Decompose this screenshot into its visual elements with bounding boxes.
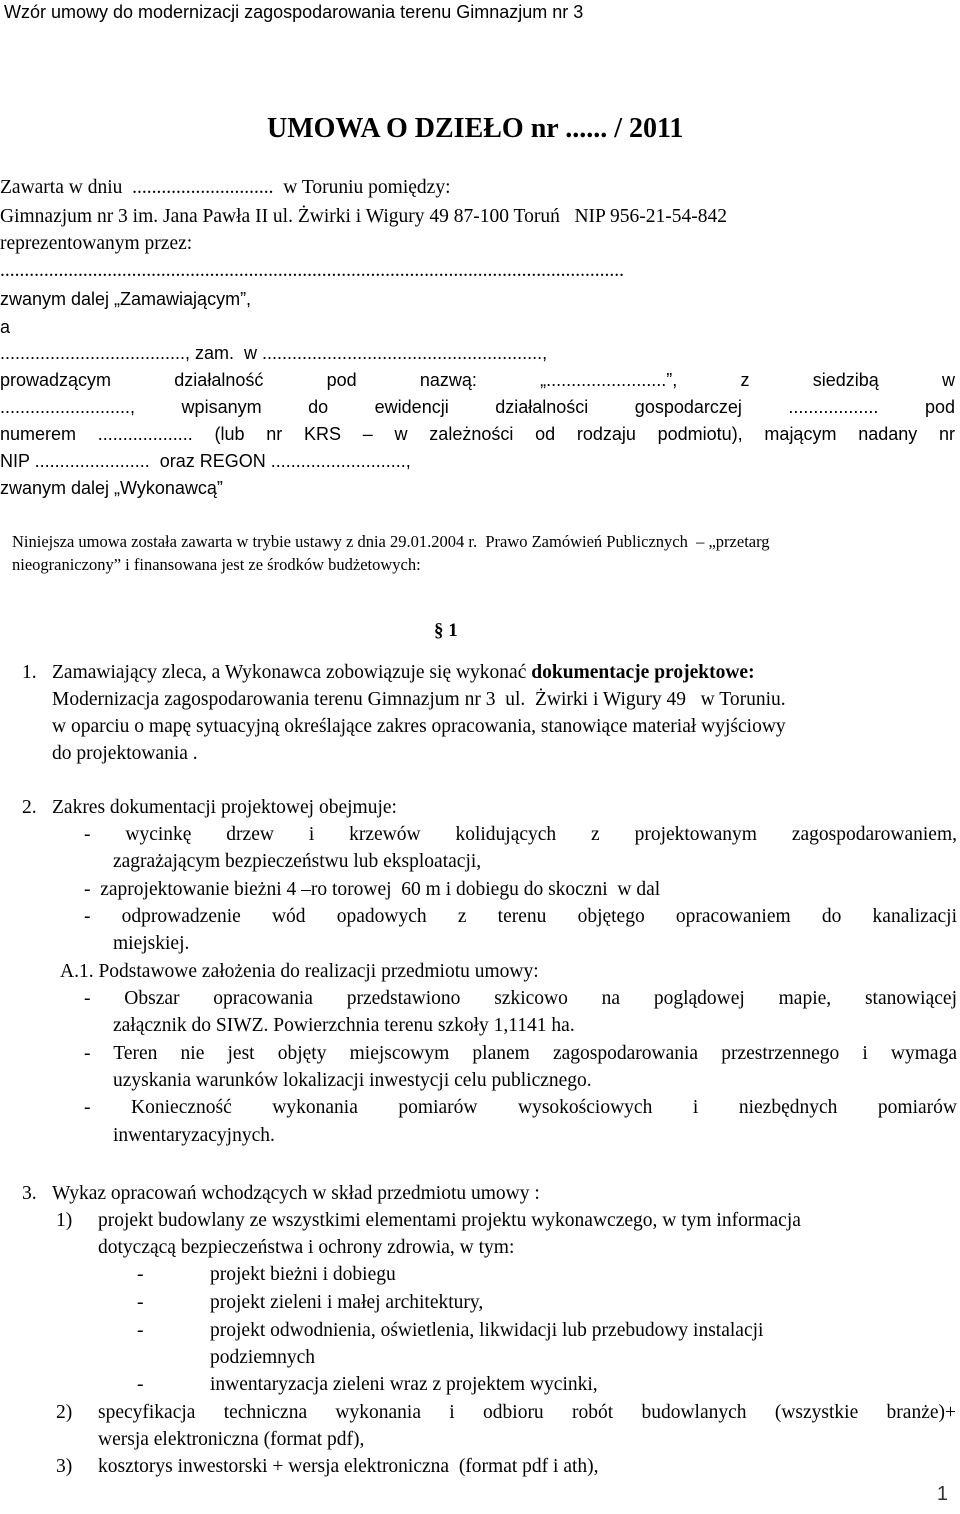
- intro-line: NIP ....................... oraz REGON ...........................,: [0, 451, 411, 471]
- item-text: Modernizacja zagospodarowania terenu Gimnazjum nr 3 ul. Żwirki i Wigury 49 w Toruniu.: [52, 689, 786, 710]
- list-text: projekt budowlany ze wszystkimi elementami projektu wykonawczego, w tym informacja: [98, 1210, 801, 1231]
- list-text: wersja elektroniczna (format pdf),: [98, 1429, 365, 1450]
- bullet-text: inwentaryzacyjnych.: [113, 1125, 275, 1146]
- legal-note: Niniejsza umowa została zawarta w trybie ustawy z dnia 29.01.2004 r. Prawo Zamówień Publicznych – „przetarg: [12, 532, 770, 551]
- bullet-text: załącznik do SIWZ. Powierzchnia terenu szkoły 1,1141 ha.: [113, 1015, 575, 1036]
- bullet-text: - zaprojektowanie bieżni 4 –ro torowej 60 m i dobiegu do skoczni w dal: [84, 879, 661, 900]
- bullet-text: zagrażającym bezpieczeństwu lub eksploatacji,: [113, 851, 482, 872]
- list-number: 1): [56, 1210, 73, 1231]
- bullet-text: - Teren nie jest objęty miejscowym planem zagospodarowania przestrzennego i wymaga: [84, 1043, 957, 1064]
- bullet-text: miejskiej.: [113, 933, 190, 954]
- sublist-text: podziemnych: [210, 1347, 316, 1368]
- list-text: specyfikacja techniczna wykonania i odbioru robót budowlanych (wszystkie branże)+: [98, 1402, 956, 1423]
- document-title: UMOWA O DZIEŁO nr ...... / 2011: [267, 113, 684, 144]
- bullet-text: uzyskania warunków lokalizacji inwestycji celu publicznego.: [113, 1070, 592, 1091]
- sublist-text: projekt bieżni i dobiegu: [210, 1264, 396, 1285]
- intro-line: numerem ................... (lub nr KRS – w zależności od rodzaju podmiotu), mającym nadany nr: [0, 424, 955, 444]
- list-text: dotyczącą bezpieczeństwa i ochrony zdrowia, w tym:: [98, 1237, 515, 1258]
- list-number: 2): [56, 1402, 73, 1423]
- item-text-bold: dokumentacje projektowe:: [531, 662, 755, 683]
- bullet-text: - Konieczność wykonania pomiarów wysokościowych i niezbędnych pomiarów: [84, 1097, 957, 1118]
- bullet-text: - wycinkę drzew i krzewów kolidujących z projektowanym zagospodarowaniem,: [84, 824, 957, 845]
- list-text: kosztorys inwestorski + wersja elektroniczna (format pdf i ath),: [98, 1456, 599, 1477]
- page-number: 1: [936, 1483, 948, 1505]
- section-heading: § 1: [434, 620, 458, 641]
- sublist-text: inwentaryzacja zieleni wraz z projektem wycinki,: [210, 1374, 598, 1395]
- legal-note: nieograniczony” i finansowana jest ze środków budżetowych:: [12, 555, 421, 574]
- item-text: w oparciu o mapę sytuacyjną określające zakres opracowania, stanowiące materiał wyjściowy: [52, 716, 786, 737]
- bullet-text: - Obszar opracowania przedstawiono szkicowo na poglądowej mapie, stanowiącej: [84, 988, 957, 1009]
- intro-line: reprezentowanym przez:: [0, 233, 193, 254]
- sublist-text: projekt odwodnienia, oświetlenia, likwidacji lub przebudowy instalacji: [210, 1320, 764, 1341]
- item-text-part: Zamawiający zleca, a Wykonawca zobowiązuje się wykonać: [52, 662, 532, 683]
- intro-line: ................................................................................................................................: [0, 260, 624, 281]
- intro-line: zwanym dalej „Wykonawcą”: [0, 478, 223, 498]
- intro-line: zwanym dalej „Zamawiającym”,: [0, 289, 252, 309]
- intro-line: prowadzącym działalność pod nazwą: „........................”, z siedzibą w: [0, 370, 955, 390]
- dash: -: [137, 1374, 144, 1395]
- item-number: 1.: [22, 662, 37, 683]
- item-text: Zakres dokumentacji projektowej obejmuje:: [52, 797, 397, 818]
- intro-line: ....................................., zam. w ........................................................,: [0, 343, 548, 363]
- dash: -: [137, 1264, 144, 1285]
- intro-line: Gimnazjum nr 3 im. Jana Pawła II ul. Żwirki i Wigury 49 87-100 Toruń NIP 956-21-54-842: [0, 206, 728, 227]
- dash: -: [137, 1320, 144, 1341]
- dash: -: [137, 1292, 144, 1313]
- item-text: do projektowania .: [52, 743, 198, 764]
- intro-line: .........................., wpisanym do ewidencji działalności gospodarczej .................. pod: [0, 397, 955, 417]
- bullet-text: - odprowadzenie wód opadowych z terenu objętego opracowaniem do kanalizacji: [84, 906, 957, 927]
- subsection-heading: A.1. Podstawowe założenia do realizacji przedmiotu umowy:: [60, 961, 539, 982]
- intro-line: a: [0, 317, 11, 337]
- list-number: 3): [56, 1456, 73, 1477]
- running-header: Wzór umowy do modernizacji zagospodarowania terenu Gimnazjum nr 3: [4, 2, 584, 22]
- item-text: [52, 661, 755, 685]
- item-number: 2.: [22, 797, 37, 818]
- sublist-text: projekt zieleni i małej architektury,: [210, 1292, 484, 1313]
- item-number: 3.: [22, 1183, 37, 1204]
- intro-line: Zawarta w dniu ............................. w Toruniu pomiędzy:: [0, 177, 451, 198]
- item-text: Wykaz opracowań wchodzących w skład przedmiotu umowy :: [52, 1183, 540, 1204]
